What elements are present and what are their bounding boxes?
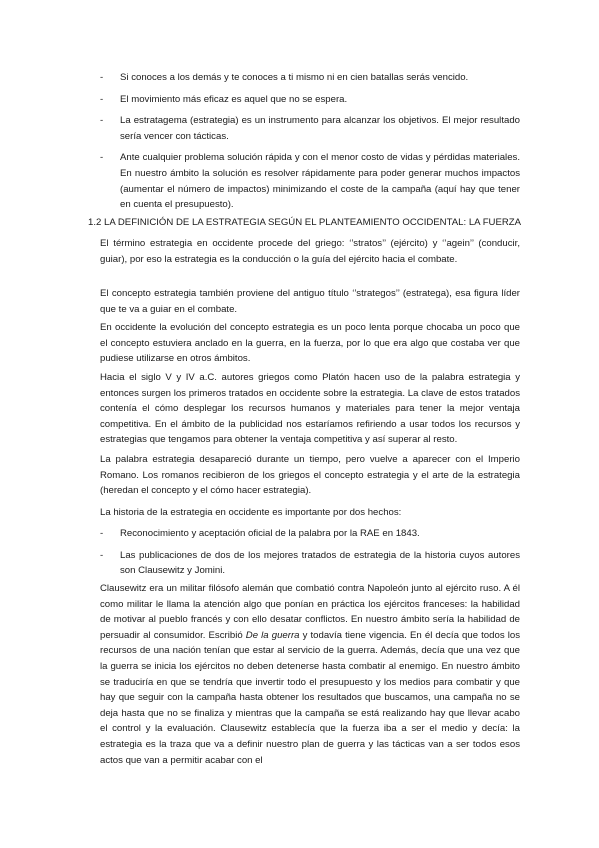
list-item bbox=[100, 113, 520, 144]
list-item-text: Ante cualquier problema solución rápida y con el menor costo de vidas y pérdidas materiales. En nuestro ámbito la solución es resolver rápidamente para poder generar muchos impactos (aumentar el número de impactos) minimizando el coste de la campaña (aquí hay que tener en cuenta el presupuesto). bbox=[120, 152, 520, 211]
paragraph: Hacia el siglo V y IV a.C. autores griegos como Platón hacen uso de la palabra estrategia y entonces surgen los primeros tratados en occidente sobre la estrategia. La clave de estos tratados contenía el cómo desplegar los recursos humanos y materiales para tener la mejor ventaja competitiva. En el ámbito de la publicidad nos estaríamos refiriendo a usar todos los recursos y estrategias que tengamos para obtener la ventaja competitiva y así superar al resto. bbox=[100, 372, 520, 446]
section-heading: 1.2 LA DEFINICIÓN DE LA ESTRATEGIA SEGÚN EL PLANTEAMIENTO OCCIDENTAL: LA FUERZA bbox=[88, 217, 522, 228]
list-item bbox=[100, 526, 520, 542]
bullet-dash: - bbox=[100, 72, 104, 83]
list-item-text: La estratagema (estrategia) es un instrumento para alcanzar los objetivos. El mejor resultado sería vencer con tácticas. bbox=[120, 115, 520, 142]
list-item-text: Reconocimiento y aceptación oficial de la palabra por la RAE en 1843. bbox=[120, 528, 420, 539]
paragraph: La palabra estrategia desapareció durante un tiempo, pero vuelve a aparecer con el Imperio Romano. Los romanos recibieron de los griegos el concepto estrategia y el arte de la estrategia (heredan el concepto y el cómo hacer estrategia). bbox=[100, 454, 520, 497]
list-item bbox=[100, 548, 520, 579]
list-item bbox=[100, 70, 520, 86]
history-facts-list bbox=[100, 526, 520, 579]
bullet-dash: - bbox=[100, 549, 104, 561]
clausewitz-text-part2: y todavía tiene vigencia. En él decía que todos los recursos de una nación tenían que estar al servicio de la guerra. Además, decía que una vez que la guerra se inicia los ejércitos no deben detenerse hasta combatir al enemigo. En nuestro ámbito se traduciría en que se tendría que invertir todo el presupuesto y los medios para combatir y que hay que seguir con la campaña hasta obtener los resultados que buscamos, una campaña no se deja hasta que no se finaliza y mientras que la campaña se está realizando hay que llevar acabo el control y la evaluación. Clausewitz establecía que la fuerza iba a ser el medio y decía: la estrategia es la traza que va a definir nuestro plan de guerra y las tácticas van a ser todos esos actos que van a permitir acabar con el bbox=[100, 629, 520, 766]
paragraph: El concepto estrategia también proviene del antiguo título ‘’strategos’’ (estratega), esa figura líder que te va a guiar en el combate. bbox=[100, 288, 520, 315]
list-item-text: El movimiento más eficaz es aquel que no se espera. bbox=[120, 93, 348, 105]
paragraph: La historia de la estrategia en occidente es importante por dos hechos: bbox=[100, 507, 402, 518]
paragraph: En occidente la evolución del concepto estrategia es un poco lenta porque chocaba un poco que el concepto estuviera anclado en la guerra, en la fuerza, por lo que era algo que costaba ver que pudiese utilizarse en otros ámbitos. bbox=[100, 322, 520, 365]
maxims-list bbox=[100, 70, 520, 213]
paragraph: El término estrategia en occidente procede del griego: ‘’stratos’’ (ejército) y ‘’agein’’ (conducir, guiar), por eso la estrategia es la conducción o la guía del ejército hacia el combate. bbox=[100, 238, 520, 265]
bullet-dash: - bbox=[100, 115, 104, 127]
list-item-text: Si conoces a los demás y te conoces a ti mismo ni en cien batallas serás vencido. bbox=[120, 72, 469, 83]
list-item bbox=[100, 92, 520, 108]
clausewitz-paragraph bbox=[100, 581, 520, 768]
bullet-dash: - bbox=[100, 93, 104, 105]
clausewitz-text-part1: Clausewitz era un militar filósofo alemán que combatió contra Napoleón junto al ejército ruso. A él como militar le llama la atención algo que ponían en práctica los ejércitos franceses: la habilidad de motivar al pueblo francés y con ello desatar conflictos. En nuestro ámbito sería la habilidad de persuadir al consumidor. Escribió bbox=[100, 583, 520, 641]
list-item-text: Las publicaciones de dos de los mejores tratados de estrategia de la historia cuyos autores son Clausewitz y Jomini. bbox=[120, 549, 520, 577]
list-item bbox=[100, 150, 520, 212]
bullet-dash: - bbox=[100, 528, 104, 539]
bullet-dash: - bbox=[100, 152, 104, 164]
book-title: De la guerra bbox=[245, 629, 300, 641]
